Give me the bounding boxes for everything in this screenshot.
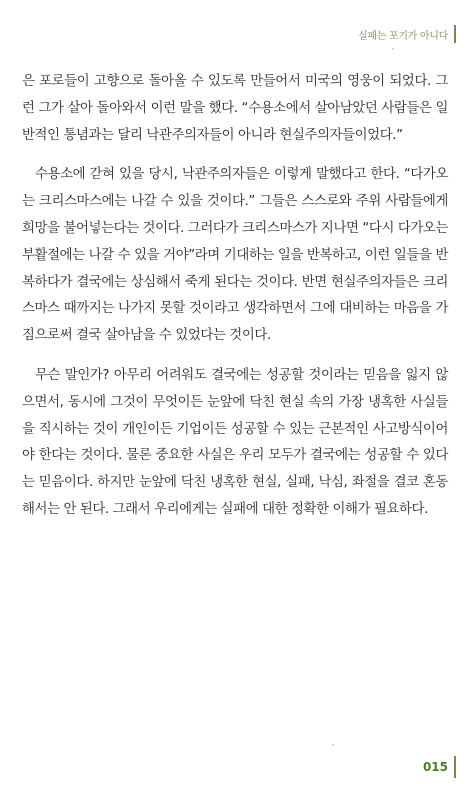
paragraph-2: 수용소에 갇혀 있을 당시, 낙관주의자들은 이렇게 말했다고 한다. “다가오는 크리스마스에는 나갈 수 있을 것이다.” 그들은 스스로와 주위 사람들에게 희망을 불어넣는다는 것이다. 그러다가 크리스마스가 지나면 “다시 다가오는 부활절에는 나갈 수 있을 거야”라며 기대하는 일을 반복하고, 이런 일들을 반복하다가 결국에는 상심해서 죽게 된다는 것이다. 반면 현실주의자들은 크리스마스 때까지는 나가지 못할 것이라고 생각하면서 그에 대비하는 마음을 가짐으로써 결국 살아남을 수 있었다는 것이다. [22,167,448,344]
paragraph-1: 은 포로들이 고향으로 돌아올 수 있도록 만들어서 미국의 영웅이 되었다. 그런 그가 살아 돌아와서 이런 말을 했다. “수용소에서 살아남았던 사람들은 일반적인 통념과는 달리 낙관주의자들이 아니라 현실주의자들이었다.” [22,74,448,143]
footer-rule [454,756,456,778]
running-header [358,25,456,43]
print-speck [392,48,394,50]
page-number: 015 [422,760,448,774]
print-speck [332,744,334,746]
page-footer [423,756,456,778]
paragraph-3: 무슨 말인가? 아무리 어려워도 결국에는 성공할 것이라는 믿음을 잃지 않으면서, 동시에 그것이 무엇이든 눈앞에 닥친 현실 속의 가장 냉혹한 사실들을 직시하는 것이 개인이든 기업이든 성공할 수 있는 근본적인 사고방식이어야 한다는 것이다. 물론 중요한 사실은 우리 모두가 결국에는 성공할 수 있다는 믿음이다. 하지만 눈앞에 닥친 냉혹한 현실, 실패, 낙심, 좌절을 결코 혼동해서는 안 된다. 그래서 우리에게는 실패에 대한 정확한 이해가 필요하다. [22,367,448,517]
body-text [22,69,448,524]
header-rule [454,25,456,43]
running-title: 실패는 포기가 아니다 [358,30,448,42]
